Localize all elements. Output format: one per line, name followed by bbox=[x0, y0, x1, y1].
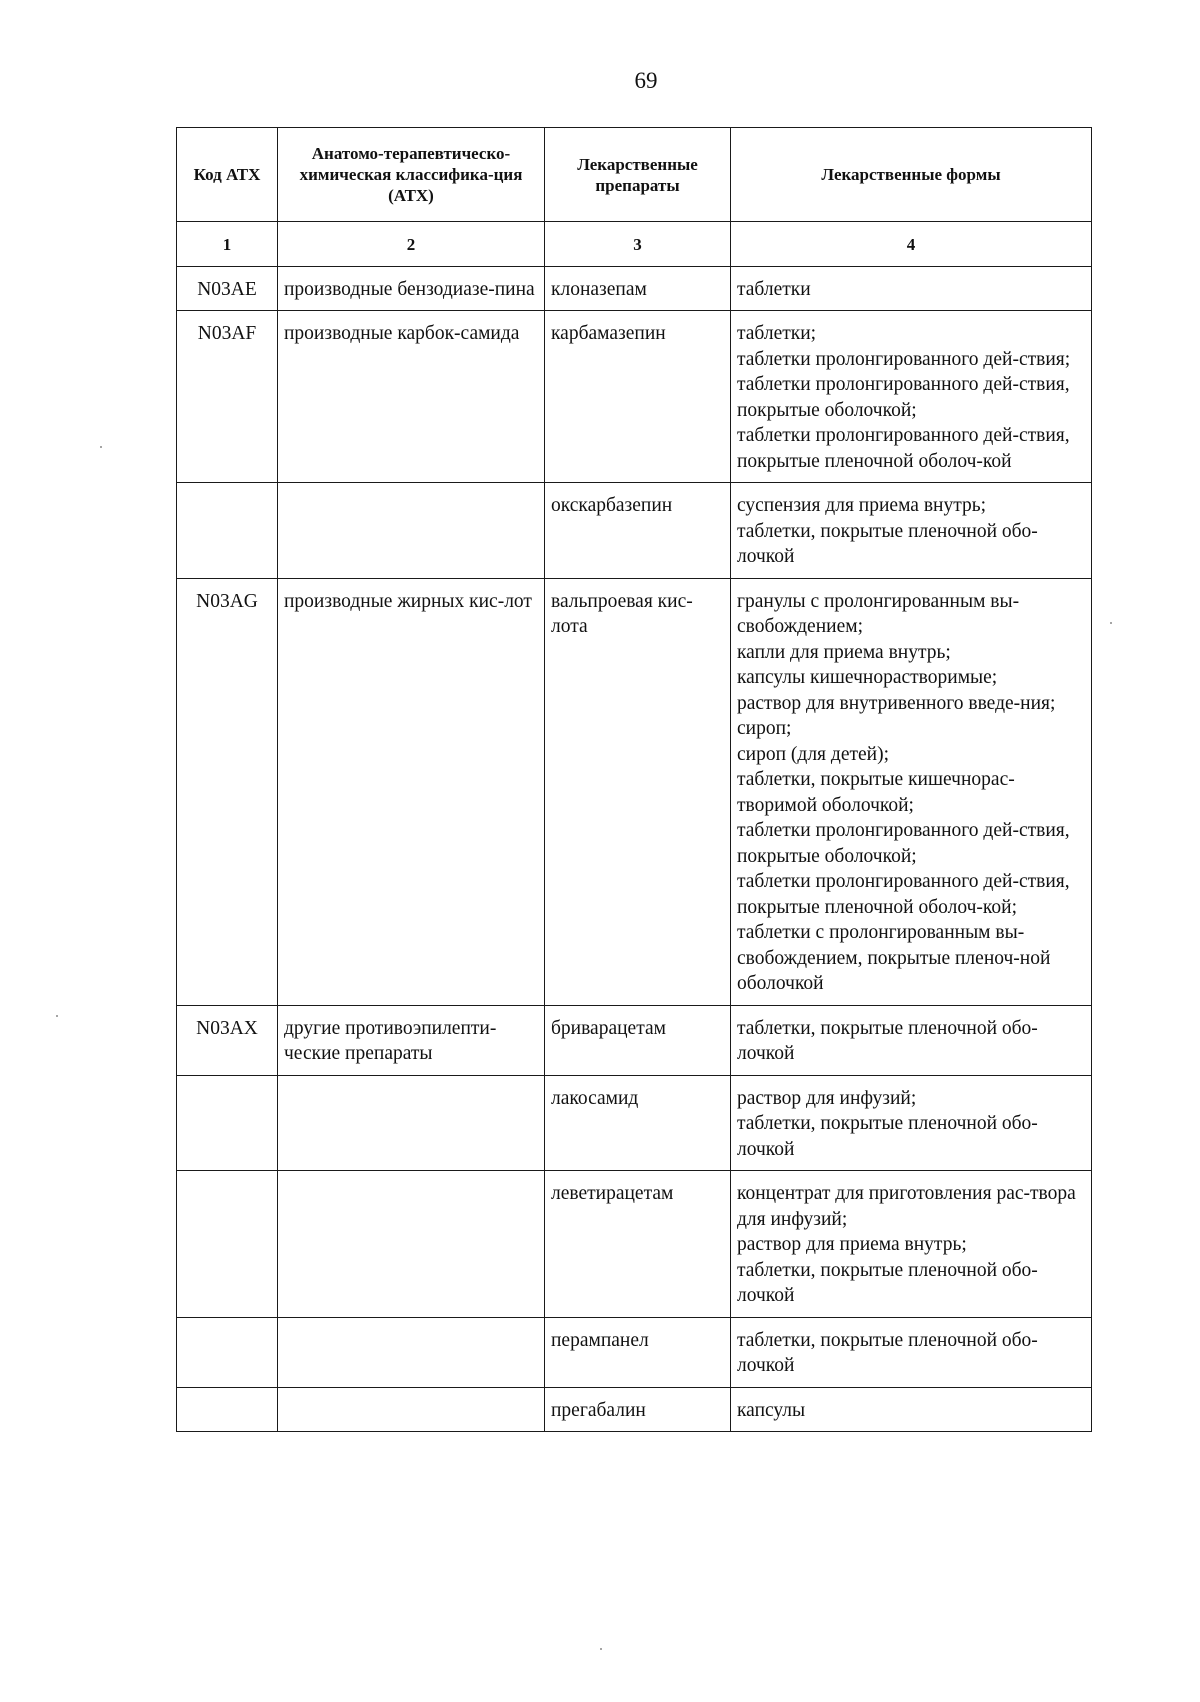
dosage-forms-cell bbox=[731, 1387, 1092, 1432]
table-body bbox=[177, 266, 1092, 1432]
dosage-forms-cell bbox=[731, 483, 1092, 579]
header-dosage-forms: Лекарственные формы bbox=[731, 128, 1092, 222]
dosage-form: раствор для приема внутрь; bbox=[737, 1234, 967, 1255]
atx-classification-cell: производные бензодиазе-пина bbox=[278, 266, 545, 311]
dosage-form: таблетки, покрытые пленочной обо-лочкой bbox=[737, 1259, 1038, 1306]
scan-speck bbox=[56, 1015, 58, 1017]
dosage-form: сироп (для детей); bbox=[737, 743, 889, 765]
atx-code-cell bbox=[177, 1171, 278, 1318]
header-atx-code: Код АТХ bbox=[177, 128, 278, 222]
table-row bbox=[177, 1387, 1092, 1432]
dosage-form: сироп; bbox=[737, 718, 792, 739]
dosage-form: таблетки, покрытые пленочной обо-лочкой bbox=[737, 1017, 1038, 1064]
table-row bbox=[177, 1317, 1092, 1387]
dosage-form: таблетки пролонгированного дей-ствия, покрытые пленочной оболоч-кой; bbox=[737, 871, 1070, 918]
dosage-form: гранулы с пролонгированным вы-свобождением; bbox=[737, 590, 1020, 637]
dosage-form: концентрат для приготовления рас-твора для инфузий; bbox=[737, 1183, 1076, 1230]
atx-code-cell bbox=[177, 1075, 278, 1171]
dosage-form: таблетки пролонгированного дей-ствия, покрытые оболочкой; bbox=[737, 820, 1070, 867]
atx-classification-cell bbox=[278, 1317, 545, 1387]
drug-name-cell: клоназепам bbox=[545, 266, 731, 311]
column-number: 3 bbox=[545, 222, 731, 267]
dosage-forms-cell bbox=[731, 1005, 1092, 1075]
drug-name-cell: окскарбазепин bbox=[545, 483, 731, 579]
dosage-form: таблетки, покрытые пленочной обо-лочкой bbox=[737, 1329, 1038, 1376]
dosage-forms-cell bbox=[731, 311, 1092, 483]
header-drugs: Лекарственные препараты bbox=[545, 128, 731, 222]
dosage-form: таблетки, покрытые пленочной обо-лочкой bbox=[737, 1113, 1038, 1160]
drug-name-cell: лакосамид bbox=[545, 1075, 731, 1171]
drug-name-cell: карбамазепин bbox=[545, 311, 731, 483]
atx-code-cell bbox=[177, 1387, 278, 1432]
column-number: 2 bbox=[278, 222, 545, 267]
table-row bbox=[177, 311, 1092, 483]
atx-classification-cell bbox=[278, 1075, 545, 1171]
atx-code-cell bbox=[177, 483, 278, 579]
drug-name-cell: бриварацетам bbox=[545, 1005, 731, 1075]
atx-code-cell bbox=[177, 1317, 278, 1387]
atx-table bbox=[176, 127, 1092, 1432]
dosage-form: капсулы bbox=[737, 1399, 806, 1421]
atx-classification-cell: производные жирных кис-лот bbox=[278, 578, 545, 1005]
atx-code-cell: N03AE bbox=[177, 266, 278, 311]
drug-name-cell: перампанел bbox=[545, 1317, 731, 1387]
dosage-form: капли для приема внутрь; bbox=[737, 641, 951, 663]
atx-code-cell: N03AF bbox=[177, 311, 278, 483]
dosage-forms-cell bbox=[731, 578, 1092, 1005]
scan-speck bbox=[600, 1648, 602, 1650]
dosage-forms-cell bbox=[731, 1171, 1092, 1318]
dosage-forms-cell bbox=[731, 1075, 1092, 1171]
dosage-form: раствор для внутривенного введе-ния; bbox=[737, 692, 1056, 714]
atx-code-cell: N03AG bbox=[177, 578, 278, 1005]
dosage-form: таблетки; bbox=[737, 323, 817, 344]
scan-speck bbox=[100, 446, 102, 448]
column-number-row bbox=[177, 222, 1092, 267]
dosage-forms-cell bbox=[731, 266, 1092, 311]
dosage-form: таблетки, покрытые кишечнорас-творимой оболочкой; bbox=[737, 769, 1015, 816]
header-atx-classification: Анатомо-терапевтическо-химическая классифика-ция (АТХ) bbox=[278, 128, 545, 222]
header-row bbox=[177, 128, 1092, 222]
dosage-form: таблетки, покрытые пленочной обо-лочкой bbox=[737, 520, 1038, 567]
drug-name-cell: леветирацетам bbox=[545, 1171, 731, 1318]
atx-classification-cell bbox=[278, 483, 545, 579]
table-row bbox=[177, 1171, 1092, 1318]
dosage-form: таблетки пролонгированного дей-ствия, покрытые пленочной оболоч-кой bbox=[737, 425, 1070, 472]
dosage-form: раствор для инфузий; bbox=[737, 1087, 917, 1109]
drug-name-cell: вальпроевая кис-лота bbox=[545, 578, 731, 1005]
dosage-form: капсулы кишечнорастворимые; bbox=[737, 667, 998, 688]
page-number: 69 bbox=[634, 68, 658, 93]
column-number: 1 bbox=[177, 222, 278, 267]
dosage-form: таблетки bbox=[737, 278, 811, 300]
atx-code-cell: N03AX bbox=[177, 1005, 278, 1075]
atx-classification-cell bbox=[278, 1387, 545, 1432]
dosage-form: суспензия для приема внутрь; bbox=[737, 495, 987, 516]
atx-classification-cell: другие противоэпилепти-ческие препараты bbox=[278, 1005, 545, 1075]
dosage-form: таблетки пролонгированного дей-ствия, покрытые оболочкой; bbox=[737, 374, 1070, 421]
table-row bbox=[177, 1075, 1092, 1171]
scan-speck bbox=[1110, 622, 1112, 624]
column-number: 4 bbox=[731, 222, 1092, 267]
dosage-form: таблетки с пролонгированным вы-свобождением, покрытые пленоч-ной оболочкой bbox=[737, 922, 1051, 994]
dosage-forms-cell bbox=[731, 1317, 1092, 1387]
atx-classification-cell: производные карбок-самида bbox=[278, 311, 545, 483]
atx-classification-cell bbox=[278, 1171, 545, 1318]
dosage-form: таблетки пролонгированного дей-ствия; bbox=[737, 348, 1071, 370]
table-row bbox=[177, 266, 1092, 311]
table-row bbox=[177, 1005, 1092, 1075]
drug-name-cell: прегабалин bbox=[545, 1387, 731, 1432]
table-row bbox=[177, 578, 1092, 1005]
table-row bbox=[177, 483, 1092, 579]
